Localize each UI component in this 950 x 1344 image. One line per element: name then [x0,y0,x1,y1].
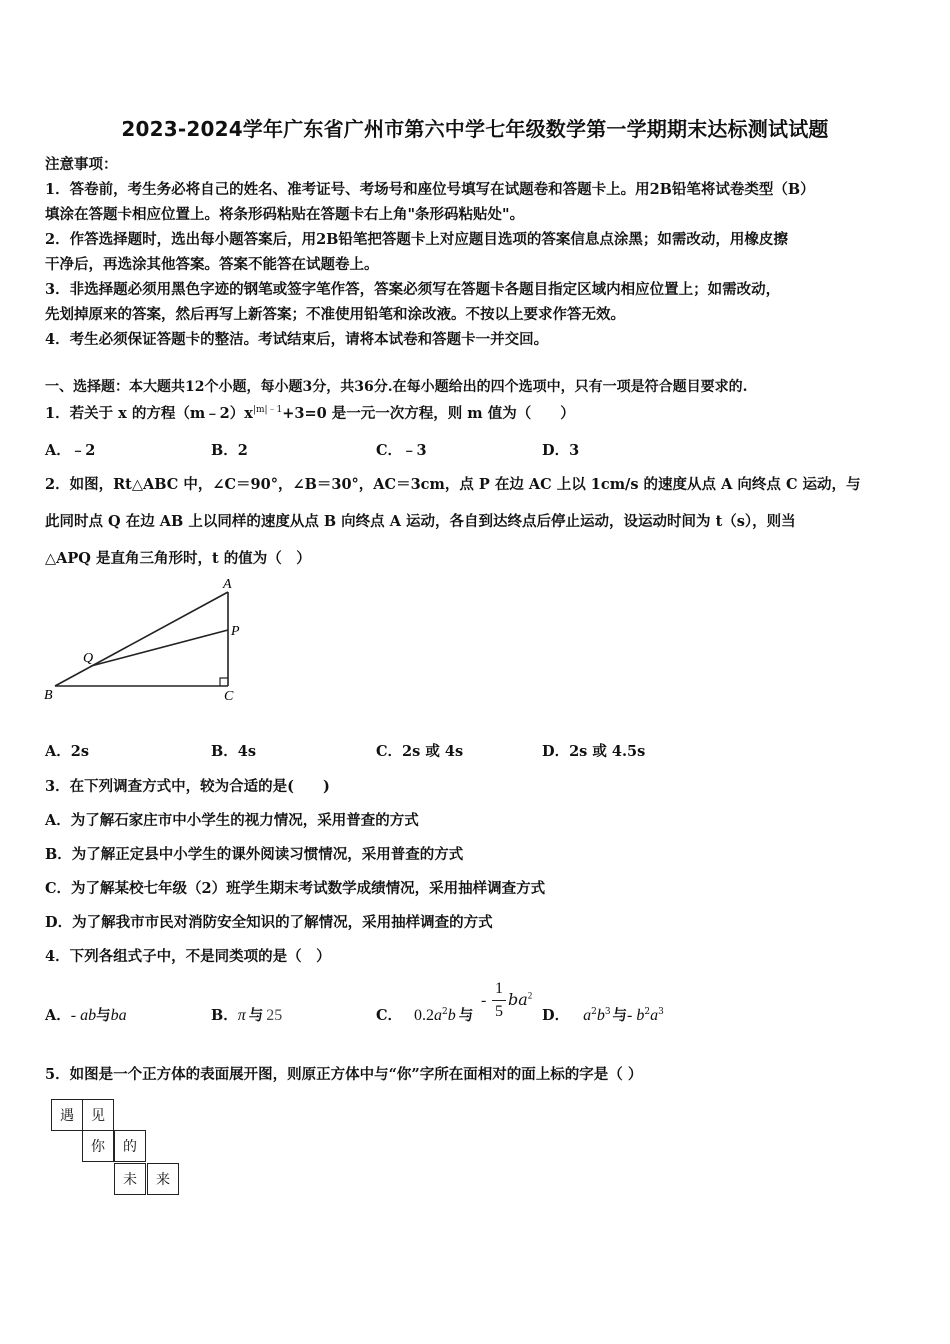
q3-option-a[interactable]: A．为了解石家庄市中小学生的视力情况，采用普查的方式 [45,812,419,829]
q1-option-c[interactable]: C．﹣3 [376,442,427,459]
q2-option-a[interactable]: A．2s [45,743,90,760]
q2-option-c[interactable]: C．2s 或 4s [376,743,464,760]
right-angle-mark [220,678,228,686]
question-2-line: 此同时点 Q 在边 AB 上以同样的速度从点 B 向终点 A 运动，各自到达终点后停止运动，设运动时间为 t（s），则当 [45,513,796,530]
q1-option-b[interactable]: B．2 [211,442,248,459]
notice-heading: 注意事项： [45,156,118,173]
net-cell: 你 [82,1130,114,1162]
notice-line: 3．非选择题必须用黑色字迹的钢笔或签字笔作答，答案必须写在答题卡各题目指定区域内相应位置上；如需改动， [45,281,781,298]
label-b: B [44,688,53,703]
notice-line: 填涂在答题卡相应位置上。将条形码粘贴在答题卡右上角"条形码粘贴处"。 [45,206,525,223]
q4-option-a[interactable]: A．- ab与ba [45,1007,127,1024]
label-a: A [223,577,232,592]
net-cell: 来 [147,1163,179,1195]
question-2-line: 2．如图，Rt△ABC 中，∠C＝90°，∠B＝30°，AC＝3cm，点 P 在边 AC 上以 1cm/s 的速度从点 A 向终点 C 运动，与 [45,476,861,493]
net-cell: 的 [114,1130,146,1162]
side-ab [55,592,228,686]
q4c-denominator: 5 [495,1003,503,1020]
q3-option-b[interactable]: B．为了解正定县中小学生的课外阅读习惯情况，采用普查的方式 [45,846,464,863]
label-q: Q [83,651,94,666]
q1-option-a[interactable]: A．﹣2 [45,442,96,459]
notice-line: 先划掉原来的答案，然后再写上新答案；不准使用铅笔和涂改液。不按以上要求作答无效。 [45,306,625,323]
triangle-figure [40,572,250,712]
q4-option-c[interactable]: C． $0.2a^2b$ 与 [376,1007,474,1024]
question-4-stem: 4．下列各组式子中，不是同类项的是（ ） [45,948,331,965]
notice-line: 4．考生必须保证答题卡的整洁。考试结束后，请将本试卷和答题卡一并交回。 [45,331,549,348]
q1-option-d[interactable]: D．3 [542,442,580,459]
label-c: C [224,689,234,704]
question-3-stem: 3．在下列调查方式中，较为合适的是( ) [45,778,330,795]
net-cell: 未 [114,1163,146,1195]
q4-option-d[interactable]: D． $a^2b^3$ 与- $b^2a^3$ [542,1007,664,1024]
q3-option-c[interactable]: C．为了解某校七年级（2）班学生期末考试数学成绩情况，采用抽样调查方式 [45,880,546,897]
exam-title: 2023-2024学年广东省广州市第六中学七年级数学第一学期期末达标测试试题 [121,117,829,141]
q2-option-b[interactable]: B．4s [211,743,257,760]
question-1-stem: 1．若关于 x 的方程$(m﹣2)x^{|m|﹣1}+3=0$ 是一元一次方程，则 m 值为（ ） [45,405,575,422]
section-heading: 一、选择题：本大题共12个小题，每小题3分，共36分.在每小题给出的四个选项中，只有一项是符合题目要求的. [45,379,748,395]
notice-line: 1．答卷前，考生务必将自己的姓名、准考证号、考场号和座位号填写在试题卷和答题卡上。用2B铅笔将试卷类型（B） [45,181,815,198]
question-5-stem: 5．如图是一个正方体的表面展开图，则原正方体中与“你”字所在面相对的面上标的字是（ ） [45,1066,643,1083]
net-cell: 见 [82,1099,114,1131]
notice-line: 干净后，再选涂其他答案。答案不能答在试题卷上。 [45,256,379,273]
q3-option-d[interactable]: D．为了解我市市民对消防安全知识的了解情况，采用抽样调查的方式 [45,914,493,931]
q2-option-d[interactable]: D．2s 或 4.5s [542,743,646,760]
q4c-minus: - [481,992,487,1009]
net-cell: 遇 [51,1099,83,1131]
q4c-fraction-bar [492,1000,506,1001]
label-p: P [231,624,240,639]
question-2-line: △APQ 是直角三角形时，t 的值为（ ） [45,550,311,567]
notice-line: 2．作答选择题时，选出每小题答案后，用2B铅笔把答题卡上对应题目选项的答案信息点涂黑；如需改动，用橡皮擦 [45,231,788,248]
q4c-numerator: 1 [495,980,503,997]
q4c-term: $ba^2$ [508,990,533,1009]
segment-pq [91,630,228,666]
q4-option-b[interactable]: B．π 与 25 [211,1007,283,1024]
